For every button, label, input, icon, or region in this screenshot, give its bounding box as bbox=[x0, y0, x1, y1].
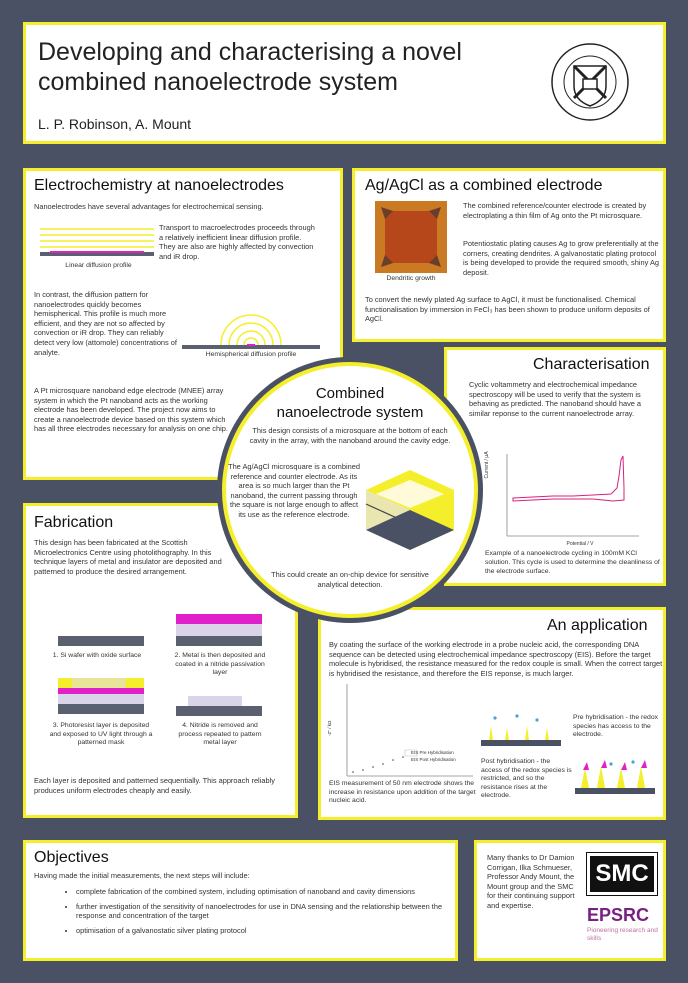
hemispherical-diffusion-diagram bbox=[176, 291, 326, 351]
objective-item: • further investigation of the sensitivity of nanoelectrodes for use in DNA sensing and the relationship between the response and concentration of the target bbox=[76, 902, 456, 921]
step4-diagram bbox=[176, 696, 262, 718]
step3-caption: 3. Photoresist layer is deposited and exposed to UV light through a patterned mask bbox=[49, 722, 153, 747]
characterisation-panel bbox=[444, 347, 666, 586]
objective-item: • optimisation of a galvanostatic silver plating protocol bbox=[76, 926, 456, 936]
fabrication-intro: This design has been fabricated at the Scottish Microelectronics Centre using photolithography. In this technique layers of metal and insulator are deposited and patterned to produce the desired arrangement. bbox=[34, 538, 222, 576]
linear-caption: Linear diffusion profile bbox=[65, 262, 132, 269]
step1-diagram bbox=[58, 634, 144, 648]
header-panel bbox=[23, 22, 666, 144]
combined-title: Combined nanoelectrode system bbox=[276, 385, 424, 421]
combined-p3: This could create an on-chip device for sensitive analytical detection. bbox=[271, 570, 429, 589]
cv-xlabel: Potential / V bbox=[566, 541, 594, 547]
electrochem-intro: Nanoelectrodes have several advantages for electrochemical sensing. bbox=[34, 202, 264, 211]
epsrc-tagline: Pioneering research and skills bbox=[587, 927, 658, 942]
eis-ylabel: -Z'' / kΩ bbox=[327, 720, 332, 736]
objectives-title: Objectives bbox=[34, 849, 109, 866]
step1-caption: 1. Si wafer with oxide surface bbox=[52, 652, 142, 659]
eis-legend-post: EIS Post Hybridisation bbox=[411, 757, 456, 762]
pre-text: Pre hybridisation - the redox species has access to the electrode. bbox=[573, 714, 659, 739]
combined-p1: This design consists of a microsquare at the bottom of each cavity in the array, with the nanoband around the cavity edge. bbox=[249, 426, 451, 445]
objective-item: • complete fabrication of the combined system, including optimisation of nanoband and cavity dimensions bbox=[76, 887, 456, 897]
objectives-panel bbox=[23, 840, 458, 961]
electrochem-title: Electrochemistry at nanoelectrodes bbox=[34, 177, 284, 194]
application-panel bbox=[318, 607, 666, 820]
mnee-text: A Pt microsquare nanoband edge electrode (MNEE) array system in which the Pt nanoband acts as the working electrode has been developed. The project now aims to create a nanoelectrode device based on this system which has all three electrodes necessary for analysis on one chip. bbox=[34, 386, 228, 434]
eis-chart bbox=[333, 680, 473, 780]
combined-p2: The Ag/AgCl microsquare is a combined reference and counter electrode. As its area is so much larger than the Pt nanoband, the current passing through the square is not large enough to affect its use as the reference electrode. bbox=[228, 462, 360, 519]
smc-logo: SMC bbox=[587, 853, 657, 895]
poster-title: Developing and characterising a novel combined nanoelectrode system bbox=[38, 38, 462, 96]
linear-diffusion-diagram bbox=[36, 223, 161, 261]
post-hybridisation-diagram bbox=[575, 760, 655, 796]
post-text: Post hybridisation - the access of the redox species is restricted, and so the resistance rises at the electrode. bbox=[481, 758, 572, 800]
characterisation-title: Characterisation bbox=[533, 356, 650, 373]
characterisation-caption: Example of a nanoelectrode cycling in 100mM KCl solution. This cycle is used to determine the cleanliness of the electrode surface. bbox=[485, 550, 660, 575]
thanks-panel bbox=[474, 840, 666, 961]
hemi-text: In contrast, the diffusion pattern for nanoelectrodes quickly becomes hemispherical. This profile is much more efficient, and they are not so affected by convection or iR drop. They can reliably detect very low (attomole) concentrations of analyte. bbox=[34, 290, 177, 357]
authors: L. P. Robinson, A. Mount bbox=[38, 116, 192, 132]
fabrication-outro: Each layer is deposited and patterned sequentially. This approach reliably produces uniform electrodes cheaply and easily. bbox=[34, 776, 275, 795]
thanks-text: Many thanks to Dr Damion Corrigan, Ilka Schmueser, Professor Andy Mount, the Mount group and the SMC for their continuing support and expertise. bbox=[487, 853, 575, 910]
step4-caption: 4. Nitride is removed and process repeated to pattern metal layer bbox=[178, 722, 262, 747]
step2-diagram bbox=[176, 614, 262, 648]
characterisation-text: Cyclic voltammetry and electrochemical impedance spectroscopy will be used to verify that the system is behaving as predicted. The nanoband should have a similar reponse to the current nanoelectrode array. bbox=[469, 380, 642, 418]
agcl-p2: Potentiostatic plating causes Ag to grow preferentially at the corners, creating dendrites. A galvanostatic plating protocol is being developed to provide the required smooth, shiny Ag deposit. bbox=[463, 239, 659, 277]
university-crest-logo bbox=[550, 42, 630, 122]
cv-chart bbox=[493, 448, 643, 548]
agcl-p3: To convert the newly plated Ag surface to AgCl, it must be functionalised. Chemical functionalisation by immersion in FeCl₃ has been shown to produce uniform deposits of AgCl. bbox=[365, 295, 650, 324]
hemi-caption: Hemispherical diffusion profile bbox=[205, 351, 297, 358]
epsrc-logo: EPSRC bbox=[587, 905, 650, 925]
eis-legend-pre: EIS Pre Hybridisation bbox=[411, 750, 454, 755]
linear-text: Transport to macroelectrodes proceeds through a relatively inefficient linear diffusion profile. They are also are highly affected by convection and iR drop. bbox=[159, 223, 315, 261]
objectives-list bbox=[58, 887, 456, 940]
agcl-panel bbox=[352, 168, 666, 342]
application-p1: By coating the surface of the working electrode in a probe nucleic acid, the corresponding DNA sequence can be detected using electrochemical impedance spectroscopy (EIS). Before the target molecule is hybridised, the resistance measured for the redox couple is small. When the correct target is hybridised the resistance, and therefore the EIS reponse, is much larger. bbox=[329, 640, 663, 678]
cavity-diagram bbox=[362, 458, 458, 554]
dendritic-caption: Dendritic growth bbox=[386, 275, 436, 282]
agcl-p1: The combined reference/counter electrode is created by electroplating a thin film of Ag onto the Pt microsquare. bbox=[463, 201, 647, 220]
application-title: An application bbox=[547, 617, 648, 634]
step3-diagram bbox=[58, 678, 144, 714]
fabrication-title: Fabrication bbox=[34, 514, 114, 531]
cv-ylabel: Current / μA bbox=[484, 451, 490, 479]
step2-caption: 2. Metal is then deposited and coated in a nitride passivation layer bbox=[174, 652, 266, 677]
combined-circle bbox=[222, 362, 478, 618]
agcl-title: Ag/AgCl as a combined electrode bbox=[365, 177, 603, 194]
objectives-intro: Having made the initial measurements, the next steps will include: bbox=[34, 871, 250, 880]
eis-caption: EIS measurement of 50 nm electrode shows the increase in resistance upon addition of the target nucleic acid. bbox=[329, 780, 476, 805]
dendritic-growth-image bbox=[375, 201, 447, 273]
pre-hybridisation-diagram bbox=[481, 712, 561, 748]
